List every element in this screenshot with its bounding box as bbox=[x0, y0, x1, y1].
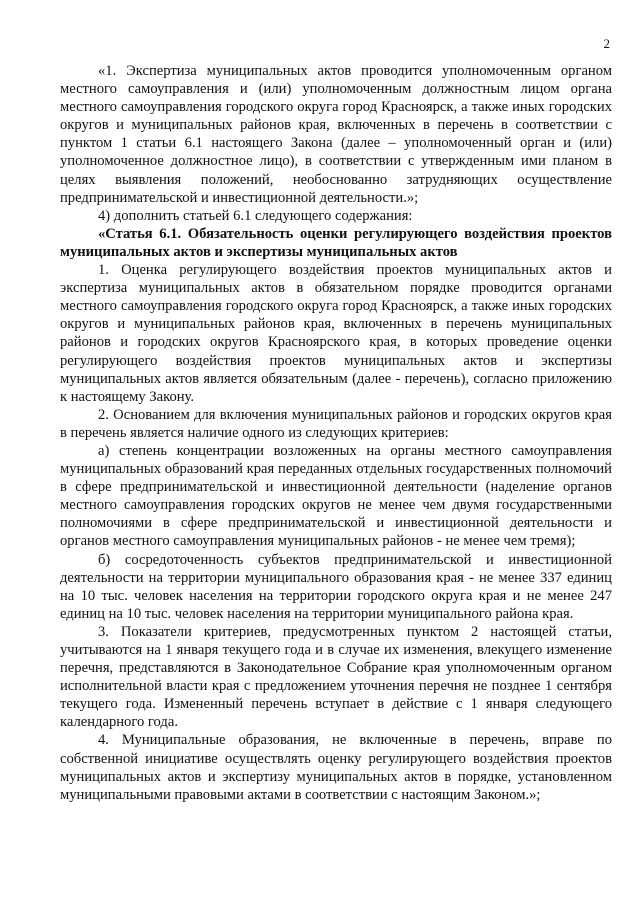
paragraph-expertise-item-1: «1. Экспертиза муниципальных актов проводится уполномоченным органом местного самоуправления и (или) уполномоченным должностным лицом органа местного самоуправления городского округа город Красноярск, а также иных городских округов и муниципальных районов края, включенных в перечень в соответствии с пунктом 1 статьи 6.1 настоящего Закона (далее – уполномоченный орган и (или) уполномоченное должностное лицо), в соответствии с утвержденным ими планом в целях выявления положений, необоснованно затрудняющих осуществление предпринимательской и инвестиционной деятельности.»; bbox=[60, 63, 612, 206]
paragraph-amendment-4: 4) дополнить статьей 6.1 следующего содержания: bbox=[98, 207, 413, 224]
article-6-1-item-2: 2. Основанием для включения муниципальных районов и городских округов края в перечень является наличие одного из следующих критериев: bbox=[60, 406, 612, 441]
article-6-1-item-1: 1. Оценка регулирующего воздействия проектов муниципальных актов и экспертиза муниципальных актов в обязательном порядке проводится органами местного самоуправления городского округа город Красноярск, а также иных городских округов и муниципальных районов края, включенных в перечень муниципальных районов и городских округов Красноярского края, в которых проведение оценки регулирующего воздействия проектов муниципальных актов и экспертизы муниципальных актов является обязательным (далее - перечень), согласно приложению к настоящему Закону. bbox=[60, 262, 612, 405]
document-body bbox=[60, 62, 612, 804]
article-6-1-item-3: 3. Показатели критериев, предусмотренных пунктом 2 настоящей статьи, учитываются на 1 января текущего года и в случае их изменения, влекущего изменение перечня, представляются в Законодательное Собрание края уполномоченным органом исполнительной власти края с предложением уточнения перечня не позднее 1 сентября текущего года. Измененный перечень вступает в действие с 1 января следующего календарного года. bbox=[60, 623, 612, 731]
article-6-1-item-2b: б) сосредоточенность субъектов предпринимательской и инвестиционной деятельности на территории муниципального образования края - не менее 337 единиц на 10 тыс. человек населения на территории городского округа края и не менее 247 единиц на 10 тыс. человек населения на территории муниципального района края. bbox=[60, 551, 612, 622]
article-6-1-item-4: 4. Муниципальные образования, не включенные в перечень, вправе по собственной инициативе осуществлять оценку регулирующего воздействия проектов муниципальных актов и экспертизу муниципальных актов в порядке, установленном муниципальными правовыми актами в соответствии с настоящим Законом.»; bbox=[60, 732, 612, 803]
article-6-1-heading: «Статья 6.1. Обязательность оценки регулирующего воздействия проектов муниципальных актов и экспертизы муниципальных актов bbox=[60, 225, 612, 260]
article-6-1-item-2a: а) степень концентрации возложенных на органы местного самоуправления муниципальных образований края переданных отдельных государственных полномочий в сфере предпринимательской и инвестиционной деятельности (наделение органов местного самоуправления городских округов не менее чем двумя государственными полномочиями в сфере предпринимательской и инвестиционной деятельности и органов местного самоуправления муниципальных районов - не менее чем тремя); bbox=[60, 442, 612, 550]
page-number: 2 bbox=[603, 36, 610, 51]
